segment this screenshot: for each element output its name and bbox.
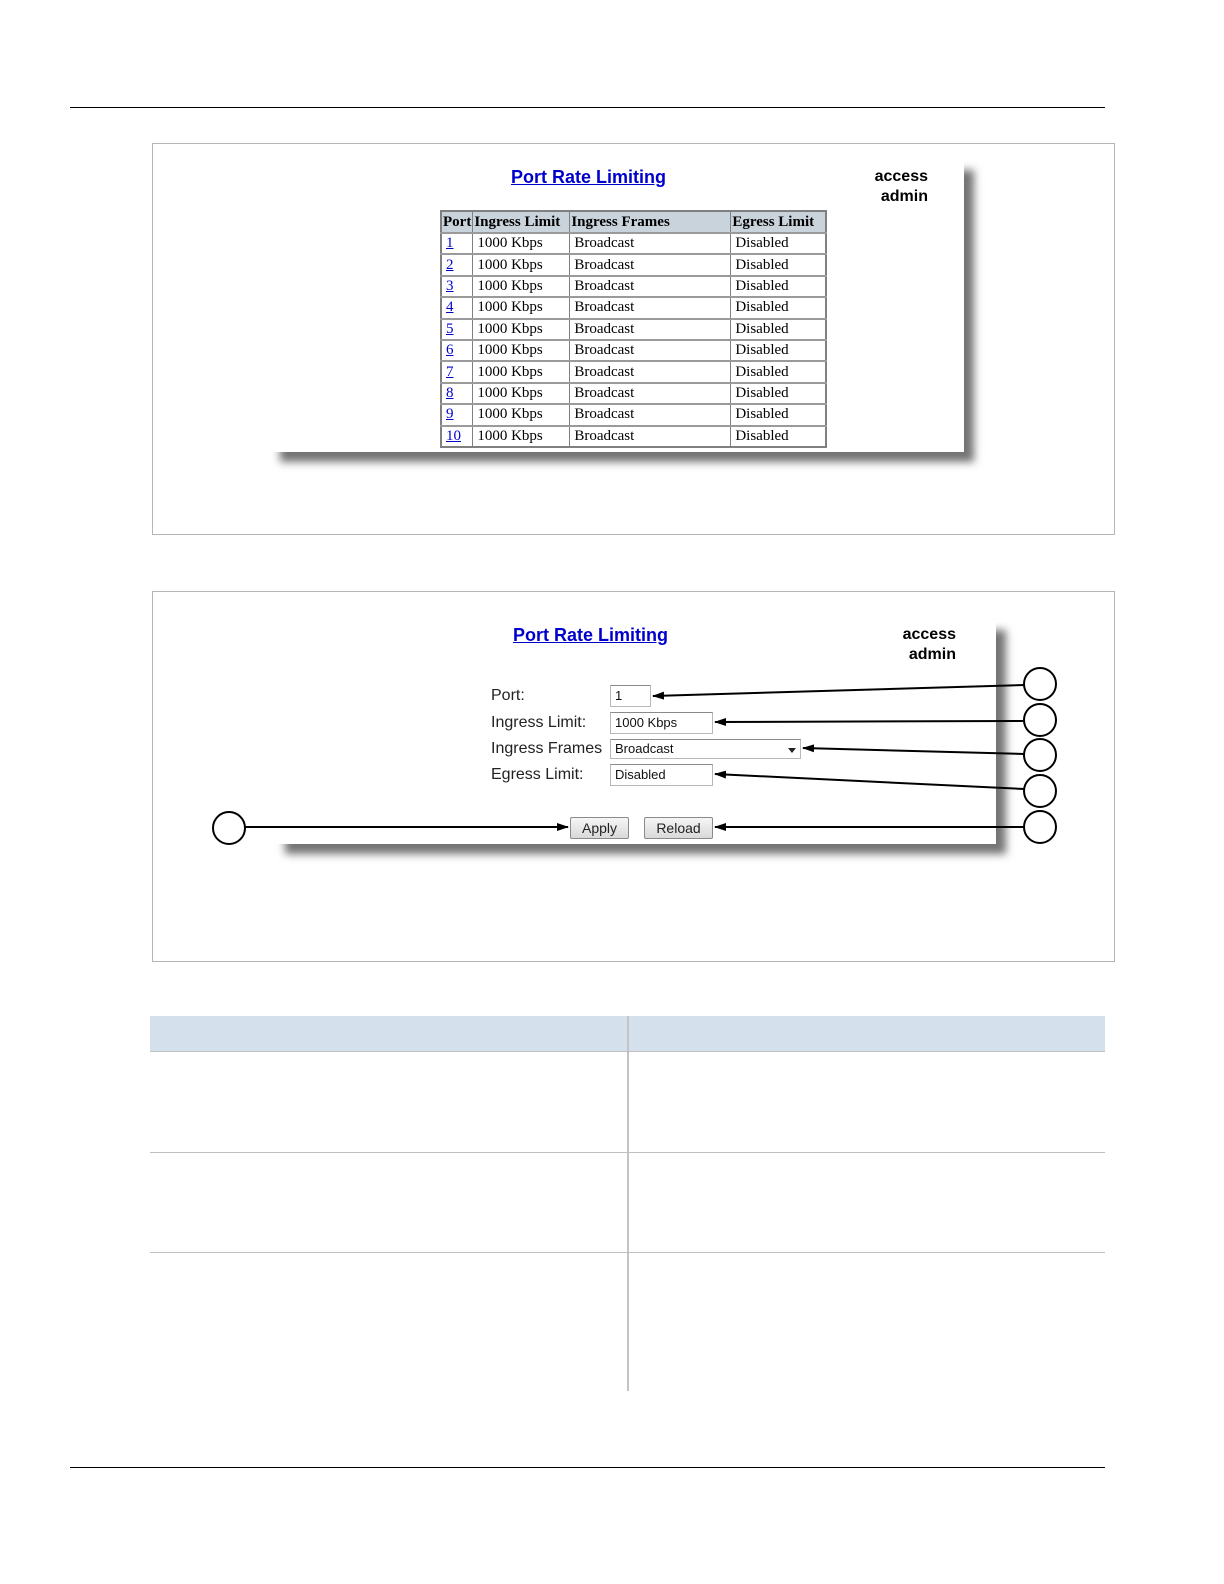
- ingress-limit-cell: 1000 Kbps: [473, 383, 570, 404]
- callout-circle-icon: [1024, 811, 1056, 843]
- callout-circle-icon: [1024, 704, 1056, 736]
- ingress-limit-cell: 1000 Kbps: [473, 404, 570, 425]
- ingress-frames-cell: Broadcast: [570, 426, 731, 447]
- port-link[interactable]: 4: [446, 299, 454, 316]
- ingress-frames-cell: Broadcast: [570, 233, 731, 254]
- egress-limit-cell: Disabled: [731, 276, 827, 297]
- port-link[interactable]: 9: [446, 406, 454, 423]
- callout-circle-icon: [213, 812, 245, 844]
- parameter-table-row-divider: [150, 1252, 1105, 1253]
- page-title[interactable]: Port Rate Limiting: [511, 167, 667, 187]
- access-value: admin: [880, 188, 928, 205]
- ingress-limit-cell: 1000 Kbps: [473, 426, 570, 447]
- callout-4: [715, 774, 1056, 807]
- ingress-limit-cell: 1000 Kbps: [473, 361, 570, 382]
- ingress-limit-label: Ingress Limit:: [491, 714, 587, 731]
- ingress-limit-cell: 1000 Kbps: [473, 276, 570, 297]
- parameter-table-column-divider: [627, 1016, 629, 1391]
- ingress-limit-cell: 1000 Kbps: [473, 319, 570, 340]
- arrow-icon: [715, 721, 1024, 722]
- ingress-limit-cell: 1000 Kbps: [473, 233, 570, 254]
- column-header: Ingress Limit: [473, 211, 570, 233]
- port-link[interactable]: 8: [446, 384, 454, 401]
- arrow-icon: [803, 748, 1024, 754]
- egress-limit-cell: Disabled: [731, 233, 827, 254]
- column-header: Port: [441, 211, 473, 233]
- ingress-frames-value: Broadcast: [615, 741, 674, 756]
- egress-limit-label: Egress Limit:: [491, 766, 584, 783]
- port-link[interactable]: 3: [446, 277, 454, 294]
- arrow-icon: [653, 685, 1024, 696]
- port-link[interactable]: 2: [446, 256, 454, 273]
- column-header: Ingress Frames: [570, 211, 731, 233]
- callout-5: [715, 811, 1056, 843]
- ingress-limit-cell: 1000 Kbps: [473, 340, 570, 361]
- egress-limit-cell: Disabled: [731, 404, 827, 425]
- port-link[interactable]: 5: [446, 320, 454, 337]
- ingress-frames-cell: Broadcast: [570, 254, 731, 275]
- port-label: Port:: [491, 687, 525, 704]
- ingress-frames-cell: Broadcast: [570, 383, 731, 404]
- port-link[interactable]: 7: [446, 363, 454, 380]
- access-label: access: [874, 168, 928, 185]
- ingress-frames-cell: Broadcast: [570, 361, 731, 382]
- ingress-limit-field[interactable]: 1000 Kbps: [610, 712, 713, 734]
- ingress-limit-cell: 1000 Kbps: [473, 297, 570, 318]
- ingress-limit-cell: 1000 Kbps: [473, 254, 570, 275]
- ingress-frames-label: Ingress Frames: [491, 740, 603, 757]
- egress-limit-cell: Disabled: [731, 361, 827, 382]
- callout-circle-icon: [1024, 775, 1056, 807]
- egress-limit-cell: Disabled: [731, 254, 827, 275]
- egress-limit-cell: Disabled: [731, 297, 827, 318]
- callout-2: [715, 704, 1056, 736]
- callout-circle-icon: [1024, 668, 1056, 700]
- parameter-table-row-divider: [150, 1051, 1105, 1052]
- access-label: access: [902, 626, 956, 643]
- access-value: admin: [908, 646, 956, 663]
- ingress-frames-cell: Broadcast: [570, 319, 731, 340]
- egress-limit-field[interactable]: Disabled: [610, 764, 713, 786]
- parameter-table-row-divider: [150, 1152, 1105, 1153]
- callout-1: [653, 668, 1056, 700]
- callout-3: [803, 739, 1056, 771]
- egress-limit-cell: Disabled: [731, 383, 827, 404]
- egress-limit-cell: Disabled: [731, 340, 827, 361]
- port-field[interactable]: 1: [610, 685, 651, 707]
- ingress-frames-cell: Broadcast: [570, 297, 731, 318]
- egress-limit-cell: Disabled: [731, 319, 827, 340]
- ingress-frames-cell: Broadcast: [570, 340, 731, 361]
- column-header: Egress Limit: [731, 211, 827, 233]
- reload-button[interactable]: Reload: [644, 817, 713, 839]
- apply-button[interactable]: Apply: [570, 817, 629, 839]
- port-link[interactable]: 10: [446, 427, 461, 444]
- port-link[interactable]: 1: [446, 235, 454, 252]
- egress-limit-cell: Disabled: [731, 426, 827, 447]
- callout-circle-icon: [1024, 739, 1056, 771]
- ingress-frames-cell: Broadcast: [570, 404, 731, 425]
- port-link[interactable]: 6: [446, 342, 454, 359]
- page-title[interactable]: Port Rate Limiting: [513, 625, 669, 645]
- callout-6: [213, 812, 568, 844]
- arrow-icon: [715, 774, 1024, 789]
- ingress-frames-cell: Broadcast: [570, 276, 731, 297]
